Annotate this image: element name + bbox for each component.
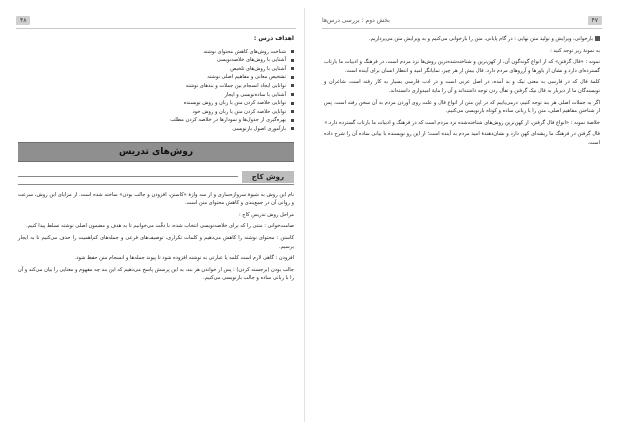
paragraph: جالب بودن (برجسته کردن) : پس از خواندن هر بند، به این پرسش پاسخ می‌دهیم که این بند چه مفهوم و معنایی را بیان می‌کند و آن را با زبانی ساده و جالب بازنویسی می‌کنیم. xyxy=(18,266,294,282)
goal-item: توانایی خلاصه کردن متن با زبان و روش خود xyxy=(18,108,294,117)
left-page xyxy=(8,8,305,422)
goal-item: آشنایی با روش‌های تلخیص xyxy=(18,65,294,74)
left-page-number: ۴۸ xyxy=(16,16,30,25)
paragraph: کلمهٔ فال که در فارسی به معنی نیک و بد آمده، در اصل عربی است و در ادب فارسی بسیار به کار رفته است. شاعران و نویسندگان ما از دیرباز به فال نیک گرفتن و تفأل زدن توجه داشته‌اند و آن را مایهٔ امیدواری دانسته‌اند. xyxy=(324,79,600,94)
right-page-body xyxy=(314,29,610,148)
goal-item: توانایی خلاصه کردن متن با زبان و روش نویسنده xyxy=(18,99,294,108)
goal-item: آشنایی با روش‌های خلاصه‌نویسی xyxy=(18,56,294,65)
goal-item: شناخت روش‌های کاهش محتوای نوشته xyxy=(18,48,294,57)
goal-item: تشخیص معانی و مفاهیم اصلی نوشته xyxy=(18,73,294,82)
paragraph: فال گرفتن در فرهنگ ما ریشه‌ای کهن دارد و نشان‌دهندهٔ امید مردم به آینده است؛ از این رو نویسنده با بیانی ساده آن را شرح داده است. xyxy=(324,131,600,146)
left-page-body xyxy=(8,29,304,134)
right-page xyxy=(314,8,610,422)
paragraph: کاستن : محتوای نوشته را کاهش می‌دهیم و کلمات تکراری، توصیف‌های فرعی و جمله‌های کم‌اهمیت را حذف می‌کنیم تا به ایجاز برسیم. xyxy=(18,234,294,250)
right-running-header xyxy=(322,14,602,29)
paragraph: نام این روش به شیوهٔ سرواژه‌سازی و از سه واژهٔ «کاستن، افزودن و جالب بودن» ساخته شده است. از مزایای این روش، سرعت و روانی آن در جمع‌بندی و کاهش محتوای متن است. xyxy=(18,191,294,207)
paragraph: اگر به جملات اصلی هر بند توجه کنیم، درمی‌یابیم که در این متن از انواع فال و علت روی آوردن مردم به آن سخن رفته است. پس از شناختن مفاهیم اصلی، متن را با زبانی ساده و کوتاه بازنویسی می‌کنیم. xyxy=(324,99,600,115)
goal-item: بازآموزی اصول بازنویسی xyxy=(18,125,294,134)
left-running-header xyxy=(16,14,296,29)
square-bullet-icon xyxy=(595,36,600,41)
paragraph: خلاصهٔ نمونه : «انواع فال گرفتن، از کهن‌ترین روش‌های شناخته‌شده نزد مردم است که در فرهنگ و ادبیات ما بازتاب گسترده دارد.» xyxy=(324,119,600,126)
subsection-title: روش کاج xyxy=(242,171,294,183)
paragraph: صامت‌خوانی : متنی را که برای خلاصه‌نویسی انتخاب شده، با دقّت می‌خوانیم تا به هدف و مضمون اصلی نوشته تسلط پیدا کنیم. xyxy=(26,223,294,230)
goals-title: اهداف درس : xyxy=(253,35,294,42)
paragraph-text: بازخوانی، ویرایش و تولید متن نهایی : در گام پایانی، متن را بازخوانی می‌کنیم و به ویرایش متن می‌پردازیم. xyxy=(368,36,593,42)
subsection-header xyxy=(18,170,294,185)
subsection-rule xyxy=(18,176,238,177)
right-running-title: بخش دوم : بررسی درس‌ها xyxy=(322,16,390,24)
paragraph: نمونه : «فال گرفتن» که از انواع گونه‌گون آن، از کهن‌ترین و شناخته‌شده‌ترین روش‌ها نزد مردم است، در فرهنگ و ادبیات ما بازتاب گسترده‌ای دارد و نشان از باورها و آرزوهای مردم دارد. فال بیش از هر چیز، نمایانگر امید و انتظار انسان برای آینده است. xyxy=(324,59,600,74)
goal-item: توانایی ایجاد انسجام بین جملات و بندهای نوشته xyxy=(18,82,294,91)
goal-item: بهره‌گیری از جدول‌ها و نمودارها در خلاصه کردن مطلب xyxy=(18,116,294,125)
goals-list xyxy=(18,48,294,134)
section-banner: روش‌های تدریس xyxy=(18,142,294,162)
paragraph: مراحل روش تدریس کاج : xyxy=(238,211,294,218)
paragraph xyxy=(324,35,600,44)
left-page-text xyxy=(8,191,304,283)
paragraph: افزودن : گاهی لازم است کلمه یا عبارتی به نوشته افزوده شود تا پیوند جمله‌ها و انسجام متن حفظ شود. xyxy=(74,255,294,262)
right-page-number: ۴۷ xyxy=(588,16,602,25)
goal-item: آشنایی با ساده‌نویسی و ایجاز xyxy=(18,91,294,100)
paragraph: به نمونهٔ زیر توجه کنید : xyxy=(550,47,600,54)
